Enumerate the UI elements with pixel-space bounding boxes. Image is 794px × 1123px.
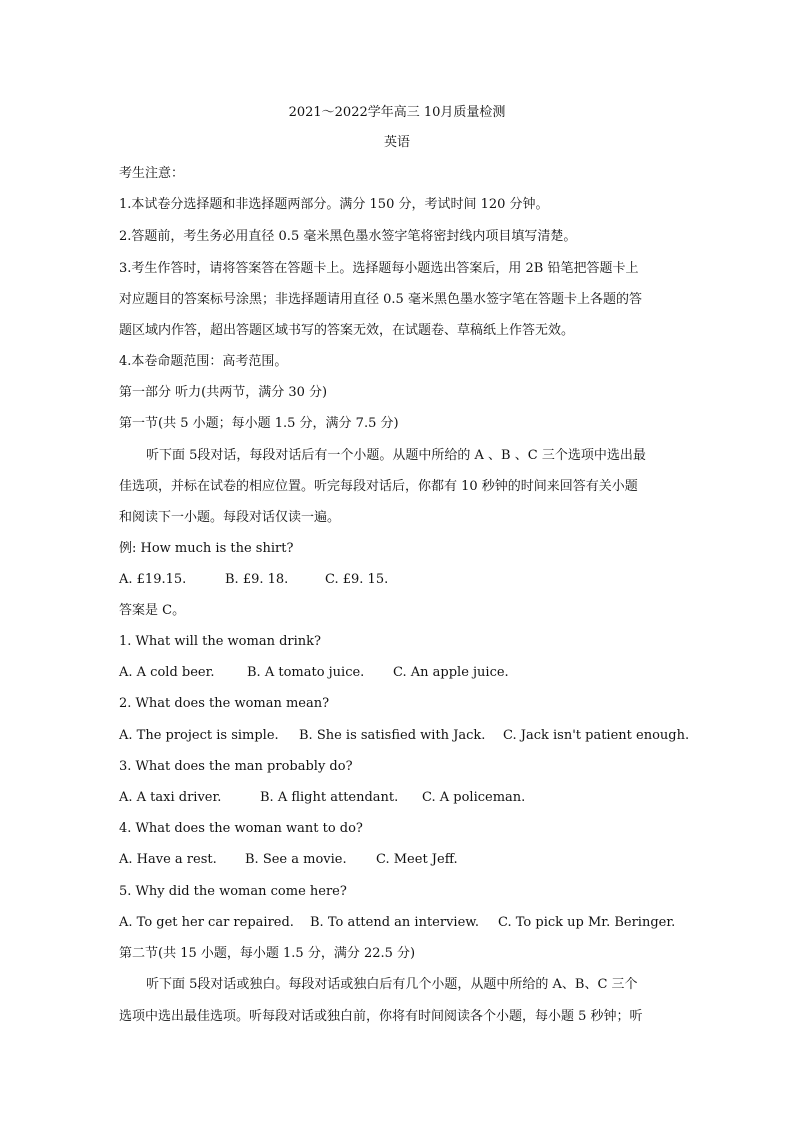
question-2-option-b: B. She is satisfied with Jack. xyxy=(299,728,486,743)
example-option-b: B. £9. 18. xyxy=(225,572,289,587)
section2-heading: 第二节(共 15 小题，每小题 1.5 分，满分 22.5 分) xyxy=(119,946,416,961)
part1-heading: 第一部分 听力(共两节，满分 30 分) xyxy=(119,385,328,400)
question-2-option-c: C. Jack isn't patient enough. xyxy=(503,728,690,743)
section2-intro-line-1: 听下面 5段对话或独白。每段对话或独白后有几个小题，从题中所给的 A、B、C 三个 xyxy=(146,977,638,992)
subject-title: 英语 xyxy=(383,135,410,150)
example-answer: 答案是 C。 xyxy=(119,603,186,618)
notice-item-3-line-3: 题区域内作答，超出答题区域书写的答案无效，在试题卷、草稿纸上作答无效。 xyxy=(119,323,575,338)
example-option-a: A. £19.15. xyxy=(119,572,187,587)
notice-item-3-line-1: 3.考生作答时，请将答案答在答题卡上。选择题每小题选出答案后，用 2B 铅笔把答题卡上 xyxy=(119,261,639,276)
question-1: 1. What will the woman drink? xyxy=(119,634,321,649)
example-question: 例: How much is the shirt? xyxy=(119,541,294,556)
section1-heading: 第一节(共 5 小题；每小题 1.5 分，满分 7.5 分) xyxy=(119,416,399,431)
question-4: 4. What does the woman want to do? xyxy=(119,821,363,836)
notice-heading: 考生注意： xyxy=(119,166,185,181)
question-4-option-b: B. See a movie. xyxy=(245,852,347,867)
section1-intro-line-2: 佳选项，并标在试卷的相应位置。听完每段对话后，你都有 10 秒钟的时间来回答有关小题 xyxy=(119,479,638,494)
notice-item-4: 4.本卷命题范围：高考范围。 xyxy=(119,354,288,369)
section2-intro-line-2: 选项中选出最佳选项。听每段对话或独白前，你将有时间阅读各个小题，每小题 5 秒钟；听 xyxy=(119,1009,643,1024)
question-3-option-b: B. A flight attendant. xyxy=(260,790,399,805)
notice-item-2: 2.答题前，考生务必用直径 0.5 毫米黑色墨水签字笔将密封线内项目填写清楚。 xyxy=(119,229,577,244)
question-1-option-b: B. A tomato juice. xyxy=(247,665,365,680)
section1-intro-line-3: 和阅读下一小题。每段对话仅读一遍。 xyxy=(119,510,341,525)
notice-item-3-line-2: 对应题目的答案标号涂黑；非选择题请用直径 0.5 毫米黑色墨水签字笔在答题卡上各题的答 xyxy=(119,292,642,307)
question-2: 2. What does the woman mean? xyxy=(119,696,330,711)
section1-intro-line-1: 听下面 5段对话，每段对话后有一个小题。从题中所给的 A 、B 、C 三个选项中选出最 xyxy=(146,448,646,463)
question-5: 5. Why did the woman come here? xyxy=(119,884,347,899)
question-5-option-a: A. To get her car repaired. xyxy=(119,915,294,930)
question-2-option-a: A. The project is simple. xyxy=(119,728,279,743)
notice-item-1: 1.本试卷分选择题和非选择题两部分。满分 150 分，考试时间 120 分钟。 xyxy=(119,197,549,212)
question-4-option-a: A. Have a rest. xyxy=(119,852,217,867)
example-option-c: C. £9. 15. xyxy=(325,572,389,587)
question-3: 3. What does the man probably do? xyxy=(119,759,353,774)
question-5-option-b: B. To attend an interview. xyxy=(310,915,479,930)
question-3-option-c: C. A policeman. xyxy=(422,790,526,805)
question-4-option-c: C. Meet Jeff. xyxy=(376,852,458,867)
question-1-option-c: C. An apple juice. xyxy=(393,665,509,680)
exam-title: 2021～2022学年高三 10月质量检测 xyxy=(288,105,506,120)
question-3-option-a: A. A taxi driver. xyxy=(119,790,222,805)
question-1-option-a: A. A cold beer. xyxy=(119,665,215,680)
question-5-option-c: C. To pick up Mr. Beringer. xyxy=(498,915,676,930)
